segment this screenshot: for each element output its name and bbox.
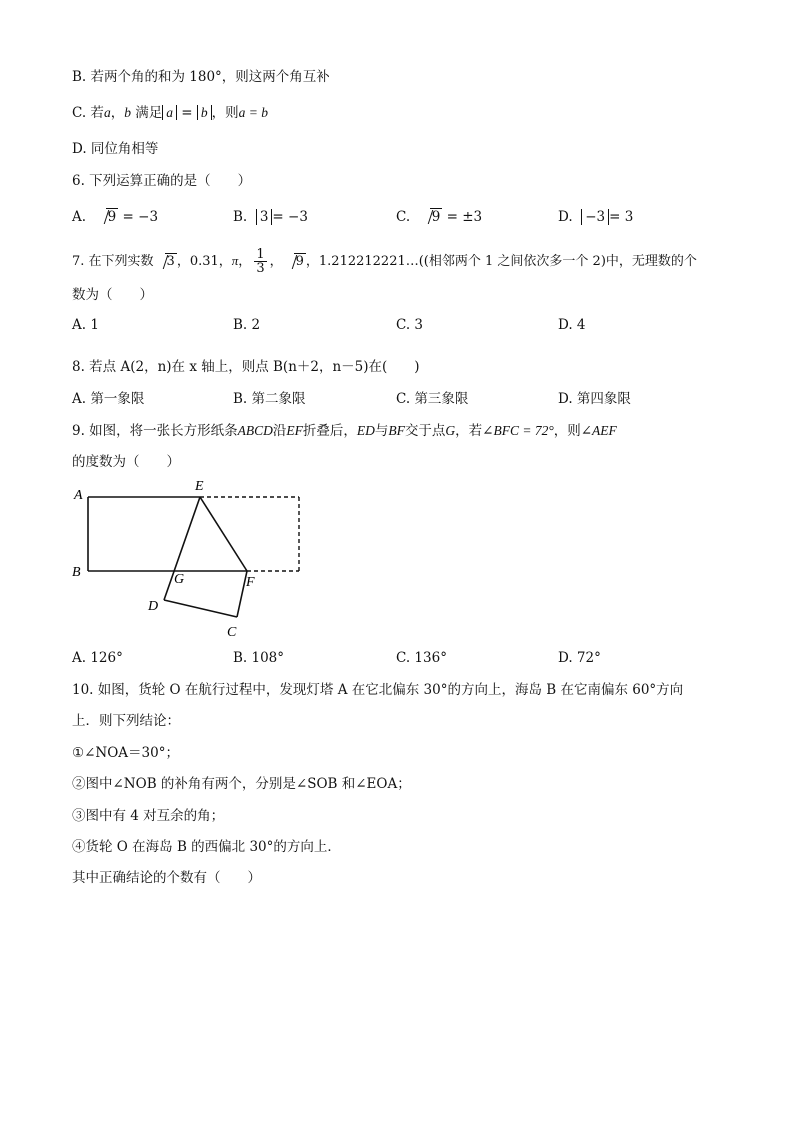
point-g: G [445, 423, 456, 438]
label-a: A [74, 488, 83, 503]
q6-option-c [396, 207, 482, 227]
label-c: C [227, 625, 237, 640]
q9-sep: 交于点 [404, 423, 446, 439]
q7-rest: ，1.212212221…((相邻两个 1 之间依次多一个 2)中，无理数的个 [305, 254, 697, 269]
label-f: F [246, 575, 255, 590]
fraction [254, 248, 266, 275]
q7-option-d: D. 4 [558, 317, 586, 333]
label-g: G [174, 572, 185, 587]
q10-question: 其中正确结论的个数有（ ） [72, 870, 261, 886]
angle-condition: ∠BFC = 72° [482, 423, 554, 438]
q5-cond: 满足 [130, 105, 163, 121]
option-label: C. [396, 209, 411, 225]
q9-stem [72, 421, 617, 441]
fold-line: EF [286, 423, 303, 438]
q7-prefix: 7. 在下列实数 [72, 254, 154, 269]
var-b: b [124, 105, 131, 120]
q6-option-d [558, 207, 633, 227]
q10-stem-line2: 上．则下列结论： [72, 713, 180, 729]
sqrt-symbol [97, 207, 119, 227]
radicand: 9 [431, 209, 441, 225]
option-label: B. [233, 209, 248, 225]
q5-option-c-prefix: C. 若 [72, 105, 104, 121]
pi-symbol: π [231, 253, 239, 268]
q9-stem-line2: 的度数为（ ） [72, 454, 180, 470]
q9-option-b: B. 108° [233, 650, 285, 666]
abs-value: −3 [581, 209, 609, 225]
numerator: 1 [256, 247, 265, 262]
q9-option-a: A. 126° [72, 650, 123, 666]
q9-sep: 沿 [272, 423, 287, 439]
q9-option-c: C. 136° [396, 650, 447, 666]
q10-statement-1: ①∠NOA＝30°； [72, 745, 179, 761]
abs-b: b [197, 105, 212, 120]
q7-option-a: A. 1 [72, 317, 99, 333]
q5-result: a = b [238, 105, 269, 120]
angle-asked: ∠AEF [580, 423, 617, 438]
q7-option-b: B. 2 [233, 317, 261, 333]
q5-option-d: D. 同位角相等 [72, 141, 159, 157]
q5-sep: ， [110, 105, 125, 121]
segment-bf: BF [388, 423, 405, 438]
sqrt-symbol [285, 252, 306, 272]
var-a: a [103, 105, 111, 120]
q9-sep: 折叠后， [302, 423, 357, 439]
q10-statement-2: ②图中∠NOB 的补角有两个，分别是∠SOB 和∠EOA； [72, 776, 411, 792]
option-label: A. [72, 209, 87, 225]
q9-figure [60, 475, 320, 645]
q7-stem-line2: 数为（ ） [72, 287, 153, 303]
q7-sep: ， [269, 254, 283, 269]
option-label: D. [558, 209, 573, 225]
denominator: 3 [256, 261, 265, 276]
radicand: 9 [295, 254, 304, 269]
q8-option-d: D. 第四象限 [558, 391, 631, 407]
q9-option-d: D. 72° [558, 650, 601, 666]
label-d: D [148, 599, 159, 614]
eq-sign: = [176, 105, 197, 121]
label-b: B [72, 565, 81, 580]
segment-ed: ED [356, 423, 375, 438]
sqrt-symbol [421, 207, 443, 227]
abs-a: a [162, 105, 177, 120]
q5-option-b: B. 若两个角的和为 180°，则这两个角互补 [72, 69, 330, 85]
q9-sep: ，若 [455, 423, 483, 439]
q7-option-c: C. 3 [396, 317, 424, 333]
abs-value: 3 [256, 209, 273, 225]
q5-then: ，则 [211, 105, 239, 121]
q5-option-c [72, 103, 268, 123]
rhs: = ±3 [442, 209, 483, 225]
rhs: = −3 [118, 209, 159, 225]
edge-dc [164, 600, 237, 617]
q8-option-a: A. 第一象限 [72, 391, 145, 407]
q6-option-a [72, 207, 158, 227]
rhs: = 3 [609, 209, 634, 225]
rect-name: ABCD [237, 423, 273, 438]
q8-option-c: C. 第三象限 [396, 391, 469, 407]
q7-sep: ，0.31， [176, 254, 232, 269]
q8-stem: 8. 若点 A(2，n)在 x 轴上，则点 B(n＋2，n－5)在( ) [72, 359, 420, 375]
q6-stem: 6. 下列运算正确的是（ ） [72, 173, 252, 189]
q6-option-b [233, 207, 308, 227]
q9-sep: 与 [374, 423, 389, 439]
q7-sep: ， [238, 254, 252, 269]
fold-line-ef [200, 497, 247, 571]
q8-option-b: B. 第二象限 [233, 391, 306, 407]
q9-sep: ，则 [553, 423, 581, 439]
q10-statement-4: ④货轮 O 在海岛 B 的西偏北 30°的方向上． [72, 839, 341, 855]
q9-prefix: 9. 如图，将一张长方形纸条 [72, 423, 238, 439]
radicand: 3 [166, 254, 175, 269]
radicand: 9 [107, 209, 117, 225]
q10-statement-3: ③图中有 4 对互余的角； [72, 808, 225, 824]
label-e: E [195, 479, 204, 494]
rhs: = −3 [272, 209, 308, 225]
q7-stem [72, 248, 697, 275]
q10-stem-line1: 10. 如图，货轮 O 在航行过程中，发现灯塔 A 在它北偏东 30°的方向上，海岛 B 在它南偏东 60°方向 [72, 682, 684, 698]
sqrt-symbol [156, 252, 177, 272]
